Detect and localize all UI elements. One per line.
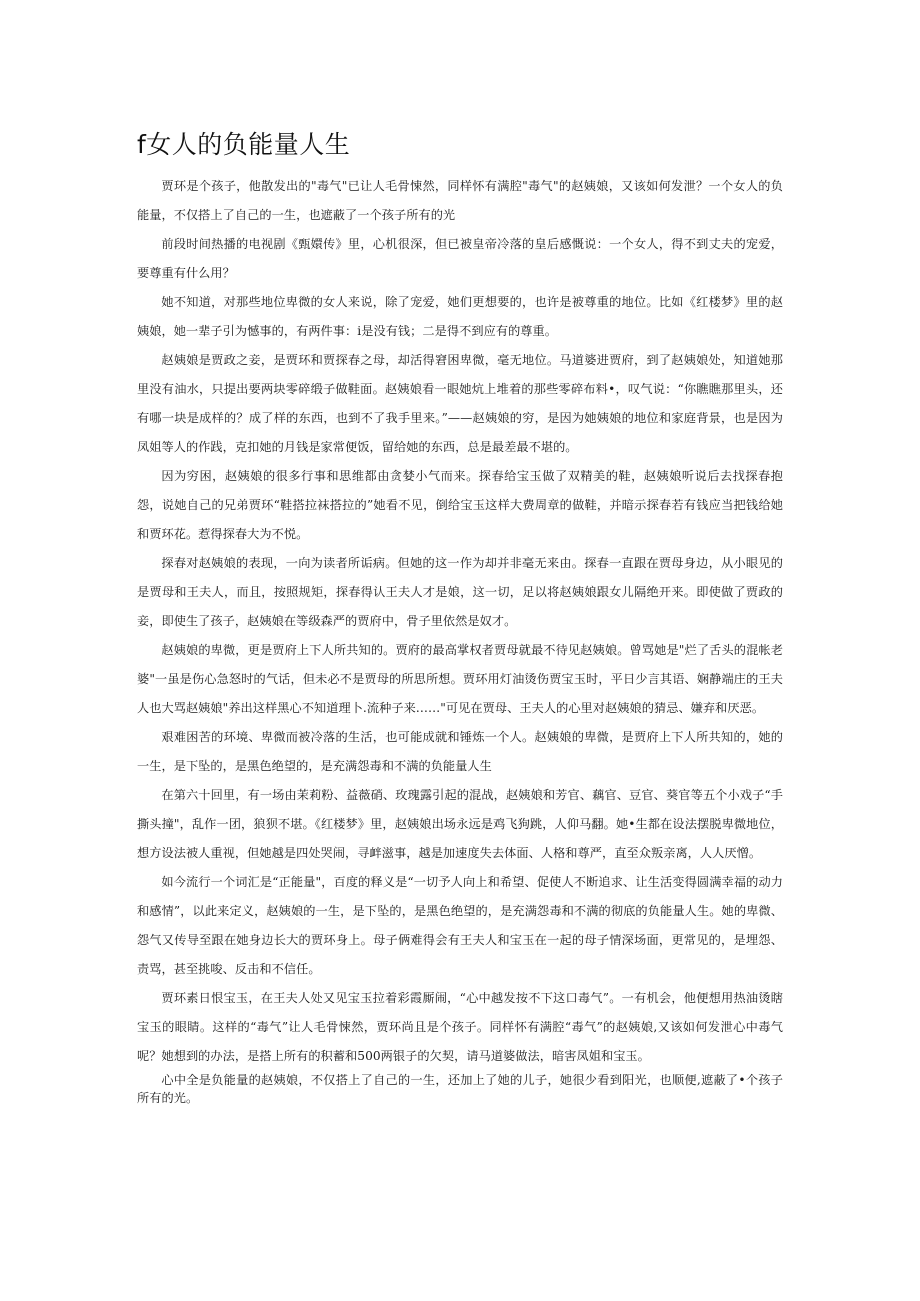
paragraph-3: 她不知道，对那些地位卑微的女人来说，除了宠爱，她们更想要的，也许是被尊重的地位。比如《红楼梦》里的赵姨娘，她一辈子引为憾事的，有两件事：i是没有钱；二是得不到应有的尊重。 bbox=[137, 295, 783, 338]
paragraph-10: 如今流行一个词汇是“正能量"，百度的释义是“一切予人向上和希望、促使人不断追求、让生活变得圆满幸福的动力和感情”，以此来定义，赵姨娘的一生，是下坠的，是黑色绝望的，是充满怨毒和不满的彻底的负能量人生。她的卑微、怨气又传导至跟在她身边长大的贾环身上。母子俩难得会有王夫人和宝玉在一起的母子情深场面，更常见的，是埋怨、责骂，甚至挑唆、反击和不信任。 bbox=[137, 875, 783, 976]
paragraph-7: 赵姨娘的卑微，更是贾府上下人所共知的。贾府的最高掌权者贾母就最不待见赵姨娘。曾骂她是"烂了舌头的混帐老婆"一虽是伤心急怒时的气话，但未必不是贾母的所思所想。贾环用灯油烫伤贾宝玉时，平日少言其语、娴静端庄的王夫人也大骂赵姨娘"养出这样黑心不知道理卜.流种子来……"可见在贾母、王夫人的心里对赵姨娘的猜忌、嫌弃和厌恶。 bbox=[137, 643, 783, 715]
document-title: f女人的负能量人生 bbox=[137, 130, 351, 159]
paragraph-12: 心中全是负能量的赵姨娘，不仅搭上了自己的一生，还加上了她的儿子，她很少看到阳光，也顺便,遮蔽了•个孩子所有的光。 bbox=[137, 1073, 783, 1105]
paragraph-9: 在第六十回里，有一场由茉莉粉、益薇硝、玫瑰露引起的混战，赵姨娘和芳官、藕官、豆官、葵官等五个小戏子“手撕头撞"，乱作一团，狼狈不堪。《红楼梦》里，赵姨娘出场永远是鸡飞狗跳，人仰马翻。她•生都在设法摆脱卑微地位，想方设法被人重视，但她越是四处哭闹，寻衅滋事，越是加速度失去体面、人格和尊严，直至众叛亲离，人人厌憎。 bbox=[137, 788, 783, 860]
paragraph-5: 因为穷困，赵姨娘的很多行事和思维都由贪婪小气而来。探春给宝玉做了双精美的鞋，赵姨娘听说后去找探春抱怨，说她自己的兄弟贾环“鞋搭拉袜搭拉的”她看不见，倒给宝玉这样大费周章的做鞋，并暗示探春若有钱应当把钱给她和贾环花。惹得探春大为不悦。 bbox=[137, 469, 783, 541]
paragraph-2: 前段时间热播的电视剧《甄嬛传》里，心机很深，但已被皇帝冷落的皇后感慨说：一个女人，得不到丈夫的宠爱，要尊重有什么用？ bbox=[137, 237, 783, 280]
paragraph-4: 赵姨娘是贾政之妾，是贾环和贾探春之母，却活得窘困卑微，毫无地位。马道婆进贾府，到了赵姨娘处，知道她那里没有油水，只提出要两块零碎缎子做鞋面。赵姨娘看一眼她炕上堆着的那些零碎布料•，叹气说：“你瞧瞧那里头，还有哪一块是成样的？成了样的东西，也到不了我手里来。”——赵姨娘的穷，是因为她姨娘的地位和家庭背景，也是因为凤姐等人的作践，克扣她的月钱是家常便饭，留给她的东西，总是最差最不堪的。 bbox=[137, 353, 783, 454]
paragraph-1: 贾环是个孩子，他散发出的"毒气"已让人毛骨悚然，同样怀有满腔"毒气"的赵姨娘，又该如何发泄？一个女人的负能量，不仅搭上了自己的一生，也遮蔽了一个孩子所有的光 bbox=[137, 179, 783, 222]
document-page bbox=[137, 128, 783, 1107]
paragraph-6: 探春对赵姨娘的表现，一向为读者所诟病。但她的这一作为却并非毫无来由。探春一直跟在贾母身边，从小眼见的是贾母和王夫人，而且，按照规矩，探春得认王夫人才是娘，这一切，足以将赵姨娘跟女儿隔绝开来。即使做了贾政的妾，即使生了孩子，赵姨娘在等级森严的贾府中，骨子里依然是奴才。 bbox=[137, 556, 783, 628]
paragraph-8: 艰难困苦的环境、卑微而被冷落的生活，也可能成就和锤炼一个人。赵姨娘的卑微，是贾府上下人所共知的，她的一生，是下坠的，是黑色绝望的，是充满怨毒和不满的负能量人生 bbox=[137, 730, 783, 773]
paragraph-11: 贾环素日恨宝玉，在王夫人处又见宝玉拉着彩霞厮闹，“心中越发按不下这口毒气”。一有机会，他便想用热油烫瞎宝玉的眼睛。这样的“毒气”让人毛骨悚然，贾环尚且是个孩子。同样怀有满腔“毒气”的赵姨娘,又该如何发泄心中毒气呢？她想到的办法，是搭上所有的积蓄和500两银子的欠契，请马道婆做法，暗害凤姐和宝玉。 bbox=[137, 991, 783, 1063]
